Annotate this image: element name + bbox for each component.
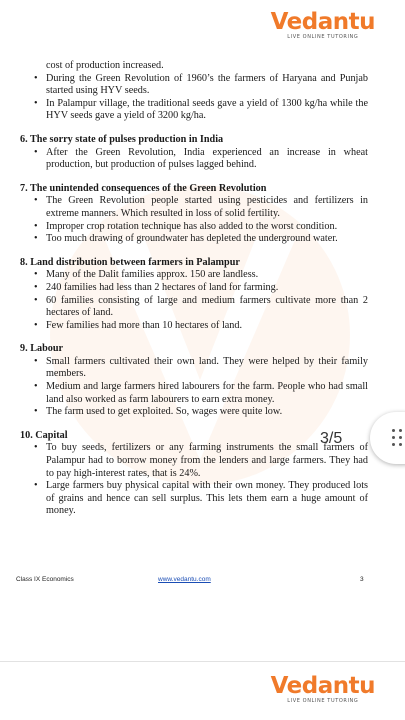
page-indicator: 3/5 — [320, 430, 343, 447]
list-item: • To buy seeds, fertilizers or any farming instruments the small farmers of Palampur had to borrow money from the lenders and large farmers. They had to pay high-interest rates, that is 24%. — [46, 442, 368, 480]
section-list — [20, 442, 368, 518]
logo-word: Vedantu — [270, 673, 375, 699]
section-heading: 9. Labour — [20, 343, 64, 355]
list-item: • Many of the Dalit families approx. 150 are landless. — [46, 269, 368, 282]
list-item: • Small farmers cultivated their own land. They were helped by their family members. — [46, 356, 368, 381]
list-item: • In Palampur village, the traditional seeds gave a yield of 1300 kg/ha while the HYV seeds gave a yield of 3200 kg/ha. — [46, 98, 368, 123]
vedantu-logo-bottom — [271, 674, 375, 704]
footer-page-number: 3 — [360, 576, 364, 583]
footer-website-link[interactable]: www.vedantu.com — [158, 576, 211, 583]
section-list — [20, 147, 368, 172]
section-heading: 8. Land distribution between farmers in Palampur — [20, 256, 240, 268]
section-list — [20, 269, 368, 332]
list-item: • Few families had more than 10 hectares of land. — [46, 320, 368, 333]
document-body — [20, 60, 368, 518]
section-heading: 7. The unintended consequences of the Green Revolution — [20, 182, 267, 194]
list-item: • Large farmers buy physical capital with their own money. They produced lots of grains and hence can sell surplus. This lets them earn a huge amount of money. — [46, 480, 368, 518]
footer-class-label: Class IX Economics — [16, 576, 74, 583]
logo-tagline: LIVE ONLINE TUTORING — [287, 698, 359, 704]
page-divider — [0, 661, 405, 662]
list-item: • Medium and large farmers hired labourers for the farm. People who had small land also worked as farm labourers to earn extra money. — [46, 381, 368, 406]
logo-tagline: LIVE ONLINE TUTORING — [287, 34, 359, 40]
section-heading: 6. The sorry state of pulses production in India — [20, 133, 224, 145]
list-item: • Improper crop rotation technique has also added to the worst condition. — [46, 221, 368, 234]
page-footer — [0, 576, 405, 588]
section-list — [20, 195, 368, 245]
drag-dots-icon — [392, 429, 404, 447]
continued-text: cost of production increased. — [46, 60, 164, 71]
section-heading: 10. Capital — [20, 429, 68, 441]
list-item: • The farm used to get exploited. So, wages were quite low. — [46, 406, 368, 419]
list-item: • The Green Revolution people started using pesticides and fertilizers in extreme manners. Which resulted in loss of solid fertility. — [46, 195, 368, 220]
side-drag-handle[interactable] — [370, 412, 405, 464]
intro-list — [20, 73, 368, 123]
vedantu-logo-top — [271, 10, 375, 40]
logo-word: Vedantu — [270, 9, 375, 35]
list-item: • 240 families had less than 2 hectares of land for farming. — [46, 282, 368, 295]
list-item: • After the Green Revolution, India experienced an increase in wheat production, but production of pulses lagged behind. — [46, 147, 368, 172]
list-item: • During the Green Revolution of 1960’s the farmers of Haryana and Punjab started using HYV seeds. — [46, 73, 368, 98]
list-item: • 60 families consisting of large and medium farmers cultivate more than 2 hectares of land. — [46, 295, 368, 320]
list-item: • Too much drawing of groundwater has depleted the underground water. — [46, 233, 368, 246]
section-list — [20, 356, 368, 419]
